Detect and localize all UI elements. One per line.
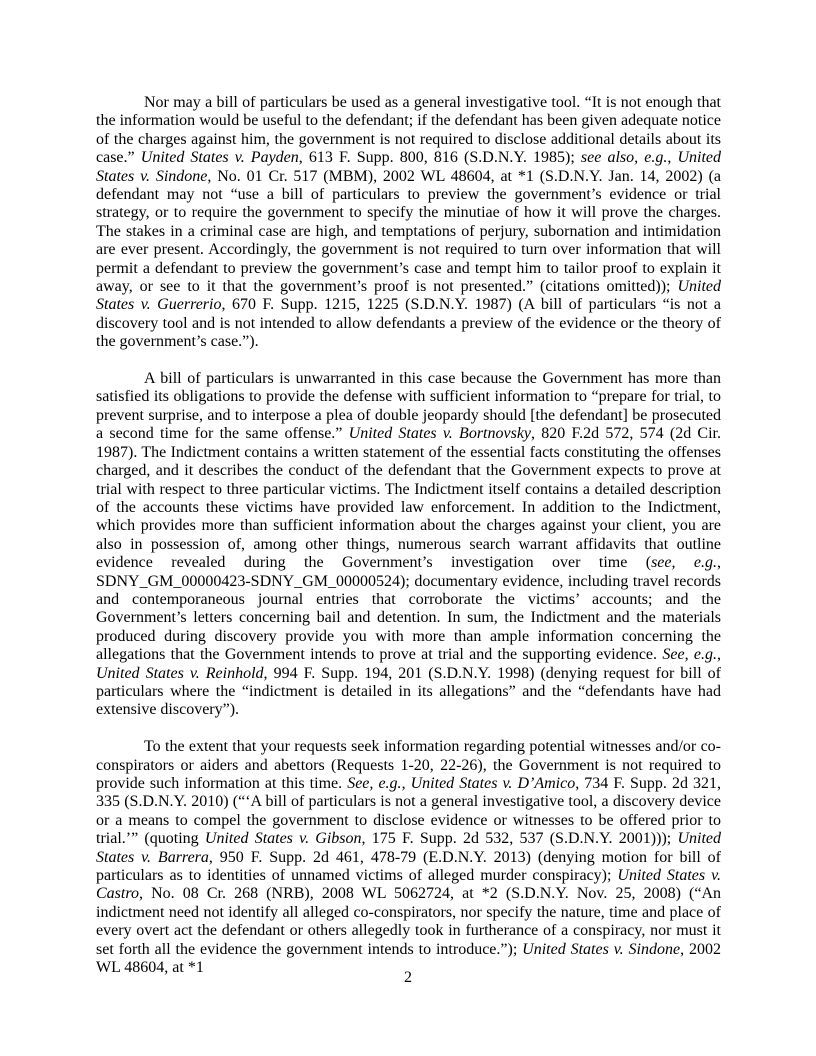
document-body	[96, 94, 721, 996]
paragraph-bill-investigative-tool: Nor may a bill of particulars be used as a general investigative tool. “It is not enough that the information would be useful to the defendant; if the defendant has been given adequate notice of the charges against him, the government is not required to disclose additional details about its case.” United States v. Payden, 613 F. Supp. 800, 816 (S.D.N.Y. 1985); see also, e.g., United States v. Sindone, No. 01 Cr. 517 (MBM), 2002 WL 48604, at *1 (S.D.N.Y. Jan. 14, 2002) (a defendant may not “use a bill of particulars to preview the government’s evidence or trial strategy, or to require the government to specify the minutiae of how it will prove the charges. The stakes in a criminal case are high, and temptations of perjury, subornation and intimidation are ever present. Accordingly, the government is not required to turn over information that will permit a defendant to preview the government’s case and tempt him to tailor proof to explain it away, or see to it that the government’s proof is not presented.” (citations omitted)); United States v. Guerrerio, 670 F. Supp. 1215, 1225 (S.D.N.Y. 1987) (A bill of particulars “is not a discovery tool and is not intended to allow defendants a preview of the evidence or the theory of the government’s case.”).	[96, 94, 722, 351]
page-number: 2	[404, 969, 412, 986]
paragraph-witness-requests: To the extent that your requests seek information regarding potential witnesses and/or co-conspirators or aiders and abettors (Requests 1-20, 22-26), the Government is not required to provide such information at this time. See, e.g., United States v. D’Amico, 734 F. Supp. 2d 321, 335 (S.D.N.Y. 2010) (“‘A bill of particulars is not a general investigative tool, a discovery device or a means to compel the government to disclose evidence or witnesses to be offered prior to trial.’” (quoting United States v. Gibson, 175 F. Supp. 2d 532, 537 (S.D.N.Y. 2001))); United States v. Barrera, 950 F. Supp. 2d 461, 478-79 (E.D.N.Y. 2013) (denying motion for bill of particulars as to identities of unnamed victims of alleged murder conspiracy); United States v. Castro, No. 08 Cr. 268 (NRB), 2008 WL 5062724, at *2 (S.D.N.Y. Nov. 25, 2008) (“An indictment need not identify all alleged co-conspirators, nor specify the nature, time and place of every overt act the defendant or others allegedly took in furtherance of a conspiracy, nor must it set forth all the evidence the government intends to introduce.”); United States v. Sindone, 2002 WL 48604, at *1	[96, 738, 722, 977]
paragraph-bill-unwarranted: A bill of particulars is unwarranted in this case because the Government has more than satisfied its obligations to provide the defense with sufficient information to “prepare for trial, to prevent surprise, and to interpose a plea of double jeopardy should [the defendant] be prosecuted a second time for the same offense.” United States v. Bortnovsky, 820 F.2d 572, 574 (2d Cir. 1987). The Indictment contains a written statement of the essential facts constituting the offenses charged, and it describes the conduct of the defendant that the Government expects to prove at trial with respect to three particular victims. The Indictment itself contains a detailed description of the accounts these victims have provided law enforcement. In addition to the Indictment, which provides more than sufficient information about the charges against your client, you are also in possession of, among other things, numerous search warrant affidavits that outline evidence revealed during the Government’s investigation over time (see, e.g., SDNY_GM_00000423-SDNY_GM_00000524); documentary evidence, including travel records and contemporaneous journal entries that corroborate the victims’ accounts; and the Government’s letters concerning bail and detention. In sum, the Indictment and the materials produced during discovery provide you with more than ample information concerning the allegations that the Government intends to prove at trial and the supporting evidence. See, e.g., United States v. Reinhold, 994 F. Supp. 194, 201 (S.D.N.Y. 1998) (denying request for bill of particulars where the “indictment is detailed in its allegations” and the “defendants have had extensive discovery”).	[96, 370, 721, 719]
